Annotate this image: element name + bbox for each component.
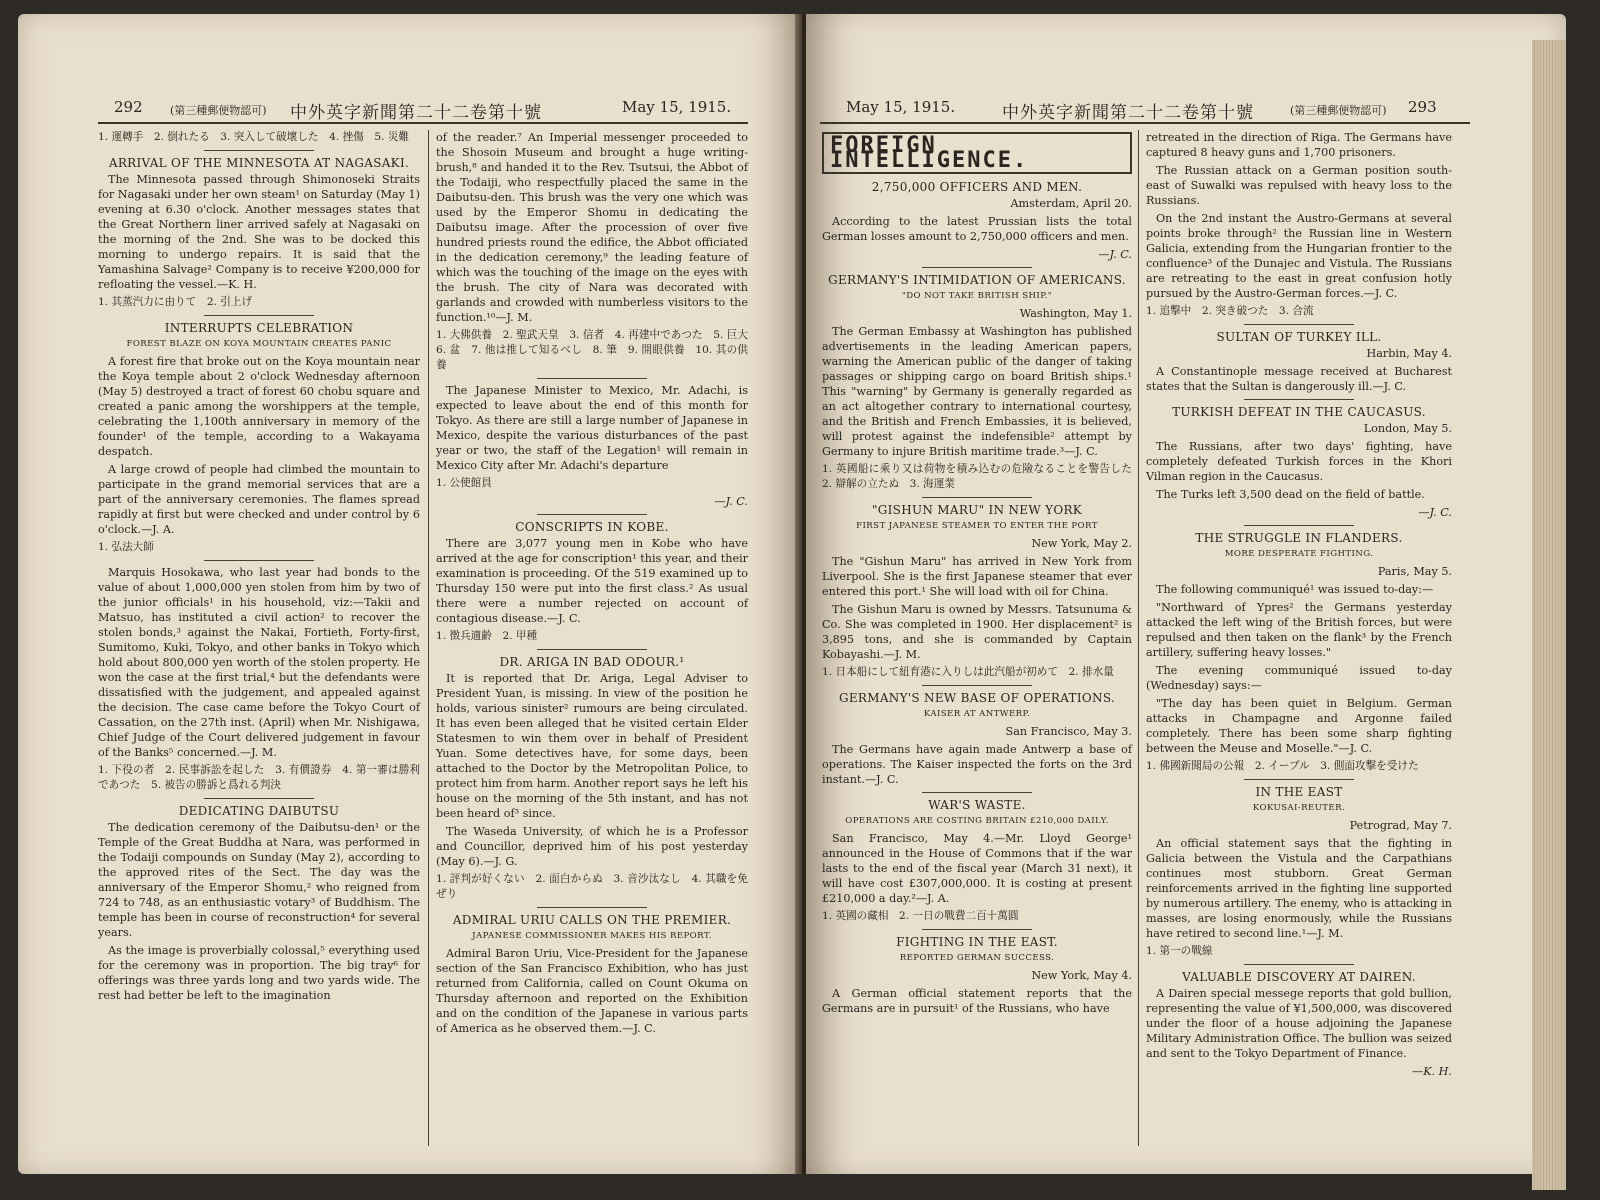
article-body: Admiral Baron Uriu, Vice-President for the Japanese section of the San Francisco Exhibition, who has just returned from California, called on Count Okuma on Thursday afternoon and reported on the Exhibition and on the condition of the Japanese in various parts of America as he observed them.—J. C.: [436, 947, 748, 1035]
article-body: The Gishun Maru is owned by Messrs. Tatsunuma & Co. She was completed in 1900. Her displacement² is 3,895 tons, and she is commanded by Captain Kobayashi.—J. M.: [822, 603, 1132, 661]
notes: 1. 追擊中 2. 突き破つた 3. 合流: [1146, 305, 1314, 317]
column-rule: [1138, 130, 1139, 1146]
subheadline: REPORTED GERMAN SUCCESS.: [899, 953, 1055, 963]
signature: —J. C.: [1418, 506, 1452, 519]
left-column-2: [436, 130, 759, 1150]
article-body: "The day has been quiet in Belgium. German attacks in Champagne and Argonne failed completely. There has been some sharp fighting between the Meuse and Moselle."—J. C.: [1146, 697, 1452, 755]
divider: [922, 792, 1032, 793]
article-body: There are 3,077 young men in Kobe who have arrived at the age for conscription¹ this year, and their examination is proceeding. Of the 519 examined up to Thursday 150 were put into the first class.² As usual there were a number rejected on account of contagious disease.—J. C.: [436, 537, 748, 625]
left-page-number: 292: [114, 98, 143, 116]
right-postal-note: (第三種郵便物認可): [1290, 104, 1387, 117]
subheadline: KOKUSAI-REUTER.: [1252, 803, 1346, 813]
right-column-1: [822, 130, 1143, 1150]
headline-dairen: VALUABLE DISCOVERY AT DAIREN.: [1182, 970, 1416, 984]
divider: [537, 514, 647, 515]
notes: 1. 第一の戰線: [1146, 945, 1213, 957]
article-body: "Northward of Ypres² the Germans yesterday attacked the left wing of the British forces, but were repulsed and then taken on the flank³ by the French artillery, suffering heavy losses.": [1146, 601, 1452, 659]
dateline: Harbin, May 4.: [1366, 347, 1452, 360]
article-body: The evening communiqué issued to-day (Wednesday) says:—: [1146, 664, 1452, 692]
divider: [922, 497, 1032, 498]
section-title-box: [822, 132, 1132, 174]
article-body: The Japanese Minister to Mexico, Mr. Adachi, is expected to leave about the end of this month for Tokyo. As there are still a large number of Japanese in Mexico, despite the various disturbances of the past year or two, the staff of the Legation¹ will remain in Mexico City after Mr. Adachi's departure: [436, 384, 748, 472]
article-body: As the image is proverbially colossal,⁵ everything used for the ceremony was in proportion. The big tray⁶ for offerings was three yards long and two yards wide. The rest had better be left to the imagination: [98, 944, 420, 1002]
headline-losses: 2,750,000 OFFICERS AND MEN.: [871, 180, 1083, 194]
left-header-rule: [98, 122, 748, 124]
subheadline: FIRST JAPANESE STEAMER TO ENTER THE PORT: [856, 521, 1098, 531]
left-page: [18, 14, 802, 1174]
divider: [537, 649, 647, 650]
notes: 1. 弘法大師: [98, 541, 154, 553]
article-body: A Dairen special messege reports that gold bullion, representing the value of ¥1,500,000, was discovered under the floor of a house adjoining the Japanese Military Administration Office. The bullion was seized and sent to the Tokyo Department of Finance.: [1146, 987, 1452, 1060]
notes: 1. 日本船にして紐育港に入りしは此汽船が初めて 2. 排水量: [822, 666, 1114, 678]
article-body: An official statement says that the fighting in Galicia between the Vistula and the Carpathians continues most stubborn. Great German reinforcements arrived in the fighting line supported by numerous artillery. The enemy, who is attacking in masses, are losing enormously, while the Russians have retired to second line.¹—J. M.: [1146, 837, 1452, 940]
subheadline: OPERATIONS ARE COSTING BRITAIN £210,000 DAILY.: [845, 816, 1109, 826]
article-body: On the 2nd instant the Austro-Germans at several points broke through² the Russian line in Western Galicia, extending from the Hungarian frontier to the confluence³ of the Dunajec and Vistula. The Russians are retreating to the east in great confusion hotly pursued by the Austro-German forces.—J. C.: [1146, 212, 1452, 300]
divider: [922, 929, 1032, 930]
article-body: San Francisco, May 4.—Mr. Lloyd George¹ announced in the House of Commons that if the war lasts to the end of the fiscal year (March 31 next), it will have cost £307,000,000. It is costing at present £210,000 a day.²—J. A.: [822, 832, 1132, 905]
signature: —K. H.: [1412, 1065, 1452, 1078]
dateline: Petrograd, May 7.: [1349, 819, 1452, 832]
divider: [537, 378, 647, 379]
headline-sultan: SULTAN OF TURKEY ILL.: [1216, 330, 1382, 344]
article-body: A German official statement reports that the Germans are in pursuit¹ of the Russians, who have: [822, 987, 1132, 1015]
right-header-date: May 15, 1915.: [846, 98, 956, 116]
headline-ariga: DR. ARIGA IN BAD ODOUR.¹: [499, 655, 685, 669]
subheadline: FOREST BLAZE ON KOYA MOUNTAIN CREATES PANIC: [126, 339, 392, 349]
headline-antwerp: GERMANY'S NEW BASE OF OPERATIONS.: [838, 691, 1116, 705]
notes: 1. 英國船に乘り又は荷物を積み込むの危險なることを警告した 2. 辯解の立たぬ 3. 海運業: [822, 463, 1143, 490]
headline-gishun-maru: "GISHUN MARU" IN NEW YORK: [871, 503, 1083, 517]
subheadline: JAPANESE COMMISSIONER MAKES HIS REPORT.: [472, 931, 712, 941]
divider: [204, 560, 314, 561]
notes: 1. 徴兵適齢 2. 甲種: [436, 630, 538, 642]
article-body: The German Embassy at Washington has published advertisements in the leading American papers, warning the American public of the danger of taking passages or shipping cargo on board British ships.¹ This "warning" by Germany is generally regarded as an act altogether contrary to international courtesy, and the British and French Embassies, it is believed, will protest against the indefensible² attempt by Germany to injure British maritime trade.³—J. C.: [822, 325, 1132, 458]
right-page-number: 293: [1408, 98, 1437, 116]
headline-fighting-east: FIGHTING IN THE EAST.: [896, 935, 1058, 949]
dateline: New York, May 4.: [1031, 969, 1132, 982]
subheadline: "DO NOT TAKE BRITISH SHIP.": [901, 291, 1053, 301]
divider: [1244, 399, 1354, 400]
article-body: According to the latest Prussian lists the total German losses amount to 2,750,000 officers and men.: [822, 215, 1132, 243]
article-body: The Russian attack on a German position south-east of Suwalki was repulsed with heavy loss to the Russians.: [1146, 164, 1452, 207]
page-edges: [1532, 40, 1566, 1190]
headline-caucasus: TURKISH DEFEAT IN THE CAUCASUS.: [1172, 405, 1426, 419]
headline-flanders: THE STRUGGLE IN FLANDERS.: [1195, 531, 1403, 545]
left-journal-title: 中外英字新聞第二十二卷第十號: [290, 103, 542, 123]
notes: 1. 佛國新聞局の公報 2. イープル 3. 側面攻擊を受けた: [1146, 760, 1419, 772]
subheadline: KAISER AT ANTWERP.: [923, 709, 1031, 719]
notes: 1. 其蒸汽力に由りて 2. 引上げ: [98, 296, 253, 308]
headline-daibutsu: DEDICATING DAIBUTSU: [178, 804, 340, 818]
dateline: London, May 5.: [1363, 422, 1452, 435]
divider: [922, 267, 1032, 268]
headline-wars-waste: WAR'S WASTE.: [928, 798, 1026, 812]
dateline: New York, May 2.: [1031, 537, 1132, 550]
headline-in-the-east: IN THE EAST: [1255, 785, 1343, 799]
divider: [204, 150, 314, 151]
left-postal-note: (第三種郵便物認可): [170, 104, 267, 117]
notes: 1. 運轉手 2. 倒れたる 3. 突入して破壞した 4. 挫傷 5. 災難: [98, 131, 410, 143]
dateline: Washington, May 1.: [1019, 307, 1132, 320]
right-column-2: [1146, 130, 1452, 1150]
article-body: Marquis Hosokawa, who last year had bonds to the value of about 1,000,000 yen stolen from him by two of the junior officials¹ in his household, viz:—Takii and Matsuo, has instituted a civil action² to recover the stolen bonds,³ against the Nakai, Fortieth, Forty-first, Sumitomo, Kuki, Tokyo, and other banks in Tokyo which hold about 800,000 yen worth of the stolen property. He won the case at the first trial,⁴ but the defendants were dissatisfied with the judgement, and appealed against the decision. The case came before the Tokyo Court of Cassation, on the 27th inst. (April) when Mr. Nishigawa, Chief Judge of the Court delivered judgement in favour of the Banks⁵ concerned.—J. M.: [98, 566, 420, 759]
divider: [1244, 525, 1354, 526]
column-rule: [428, 130, 429, 1146]
headline-minnesota: ARRIVAL OF THE MINNESOTA AT NAGASAKI.: [108, 156, 410, 170]
article-body: The Russians, after two days' fighting, have completely defeated Turkish forces in the Khori Vilman region in the Caucasus.: [1146, 440, 1452, 483]
article-body: A forest fire that broke out on the Koya mountain near the Koya temple about 2 o'clock Wednesday afternoon (May 5) destroyed a tract of forest 60 chobu square and created a panic among the worshippers at the temple, celebrating the 1,100th anniversary in memory of the founder¹ of the temple, according to a Wakayama despatch.: [98, 355, 420, 458]
article-body: A large crowd of people had climbed the mountain to participate in the grand memorial services that are a part of the anniversary ceremonies. The flames spread rapidly at first but were checked and under control by 6 o'clock.—J. A.: [98, 463, 420, 536]
divider: [1244, 964, 1354, 965]
article-body: of the reader.⁷ An Imperial messenger proceeded to the Shosoin Museum and brought a huge writing-brush,⁸ and handed it to the Rev. Tsutsui, the Abbot of the Todaiji, who respectfully placed the same in the Daibutsu-den. This brush was the very one which was used by the Emperor Shomu in dedicating the Daibutsu image. After the procession of over five hundred priests round the edifice, the Abbot officiated in the dedication ceremony,⁹ the leading feature of which was the touching of the image on the eyes with the brush. The city of Nara was decorated with garlands and crowded with numberless visitors to the function.¹⁰—J. M.: [436, 131, 748, 324]
article-body: The "Gishun Maru" has arrived in New York from Liverpool. She is the first Japanese steamer that ever entered this port.¹ She will load with oil for China.: [822, 555, 1132, 598]
notes: 1. 下役の者 2. 民事訴訟を起した 3. 有價證券 4. 第一審は勝利であつた 5. 被告の勝訴と爲れる判決: [98, 764, 420, 791]
article-body: The Waseda University, of which he is a Professor and Councillor, deprived him of his post yesterday (May 6).—J. G.: [436, 825, 748, 868]
left-column-1: [98, 130, 420, 1150]
article-body: retreated in the direction of Riga. The Germans have captured 8 heavy guns and 1,700 prisoners.: [1146, 131, 1452, 159]
article-body: The Germans have again made Antwerp a base of operations. The Kaiser inspected the forts on the 3rd instant.—J. C.: [822, 743, 1132, 786]
right-page: [806, 14, 1566, 1174]
article-body: It is reported that Dr. Ariga, Legal Adviser to President Yuan, is missing. In view of the position he holds, various sinister² rumours are being circulated. It has even been alleged that he visited certain Elder Statesmen to win them over in behalf of President Yuan. Some detectives have, for some days, been attached to the Doctor by the Metropolitan Police, to protect him from harm. Another report says he left his house on the morning of the 5th instant, and has not been heard of³ since.: [436, 672, 748, 820]
signature: —J. C.: [1098, 248, 1132, 261]
signature: —J. C.: [714, 495, 748, 508]
headline-celebration: INTERRUPTS CELEBRATION: [164, 321, 354, 335]
notes: 1. 大佛供養 2. 聖武天皇 3. 信者 4. 再建中であつた 5. 巨大 6. 盆 7. 他は推して知るべし 8. 筆 9. 開眼供養 10. 其の供養: [436, 329, 759, 371]
headline-intimidation: GERMANY'S INTIMIDATION OF AMERICANS.: [828, 273, 1126, 287]
divider: [204, 315, 314, 316]
dateline: Paris, May 5.: [1377, 565, 1452, 578]
article-body: A Constantinople message received at Bucharest states that the Sultan is dangerously ill.—J. C.: [1146, 365, 1452, 393]
notes: 1. 英國の藏相 2. 一日の戰費二百十萬圓: [822, 910, 1019, 922]
divider: [922, 685, 1032, 686]
dateline: Amsterdam, April 20.: [1010, 197, 1132, 210]
article-body: The Turks left 3,500 dead on the field of battle.: [1156, 488, 1425, 501]
article-body: The following communiqué¹ was issued to-day:—: [1156, 583, 1434, 596]
divider: [1244, 324, 1354, 325]
headline-conscripts: CONSCRIPTS IN KOBE.: [515, 520, 669, 534]
dateline: San Francisco, May 3.: [1005, 725, 1132, 738]
notes: 1. 評判が好くない 2. 面白からぬ 3. 音沙汰なし 4. 其職を免ぜり: [436, 873, 748, 900]
article-body: The dedication ceremony of the Daibutsu-den¹ or the Temple of the Great Buddha at Nara, was performed in the Todaiji compounds on Sunday (May 2), according to the approved rites of the Sect. The day was the anniversary of the Emperor Shomu,² who reigned from 724 to 748, as an enthusiastic votary³ of Buddhism. The temple has been in course of reconstruction⁴ for several years.: [98, 821, 420, 939]
divider: [537, 907, 647, 908]
headline-uriu: ADMIRAL URIU CALLS ON THE PREMIER.: [452, 913, 732, 927]
left-header-date: May 15, 1915.: [622, 98, 732, 116]
subheadline: MORE DESPERATE FIGHTING.: [1224, 549, 1374, 559]
article-body: The Minnesota passed through Shimonoseki Straits for Nagasaki under her own steam¹ on Saturday (May 1) evening at 6.30 o'clock. Another messages states that the Great Northern liner arrived safely at Nagasaki on the morning of the 2nd. She was to be docked this morning to undergo repairs. It is said that the Yamashina Salvage² Company is to receive ¥200,000 for refloating the vessel.—K. H.: [98, 173, 420, 291]
notes: 1. 公使館員: [436, 477, 492, 489]
section-title: FOREIGN INTELLIGENCE.: [830, 133, 1029, 173]
divider: [1244, 779, 1354, 780]
right-header-rule: [820, 122, 1470, 124]
divider: [204, 798, 314, 799]
right-journal-title: 中外英字新聞第二十二卷第十號: [1002, 103, 1254, 123]
